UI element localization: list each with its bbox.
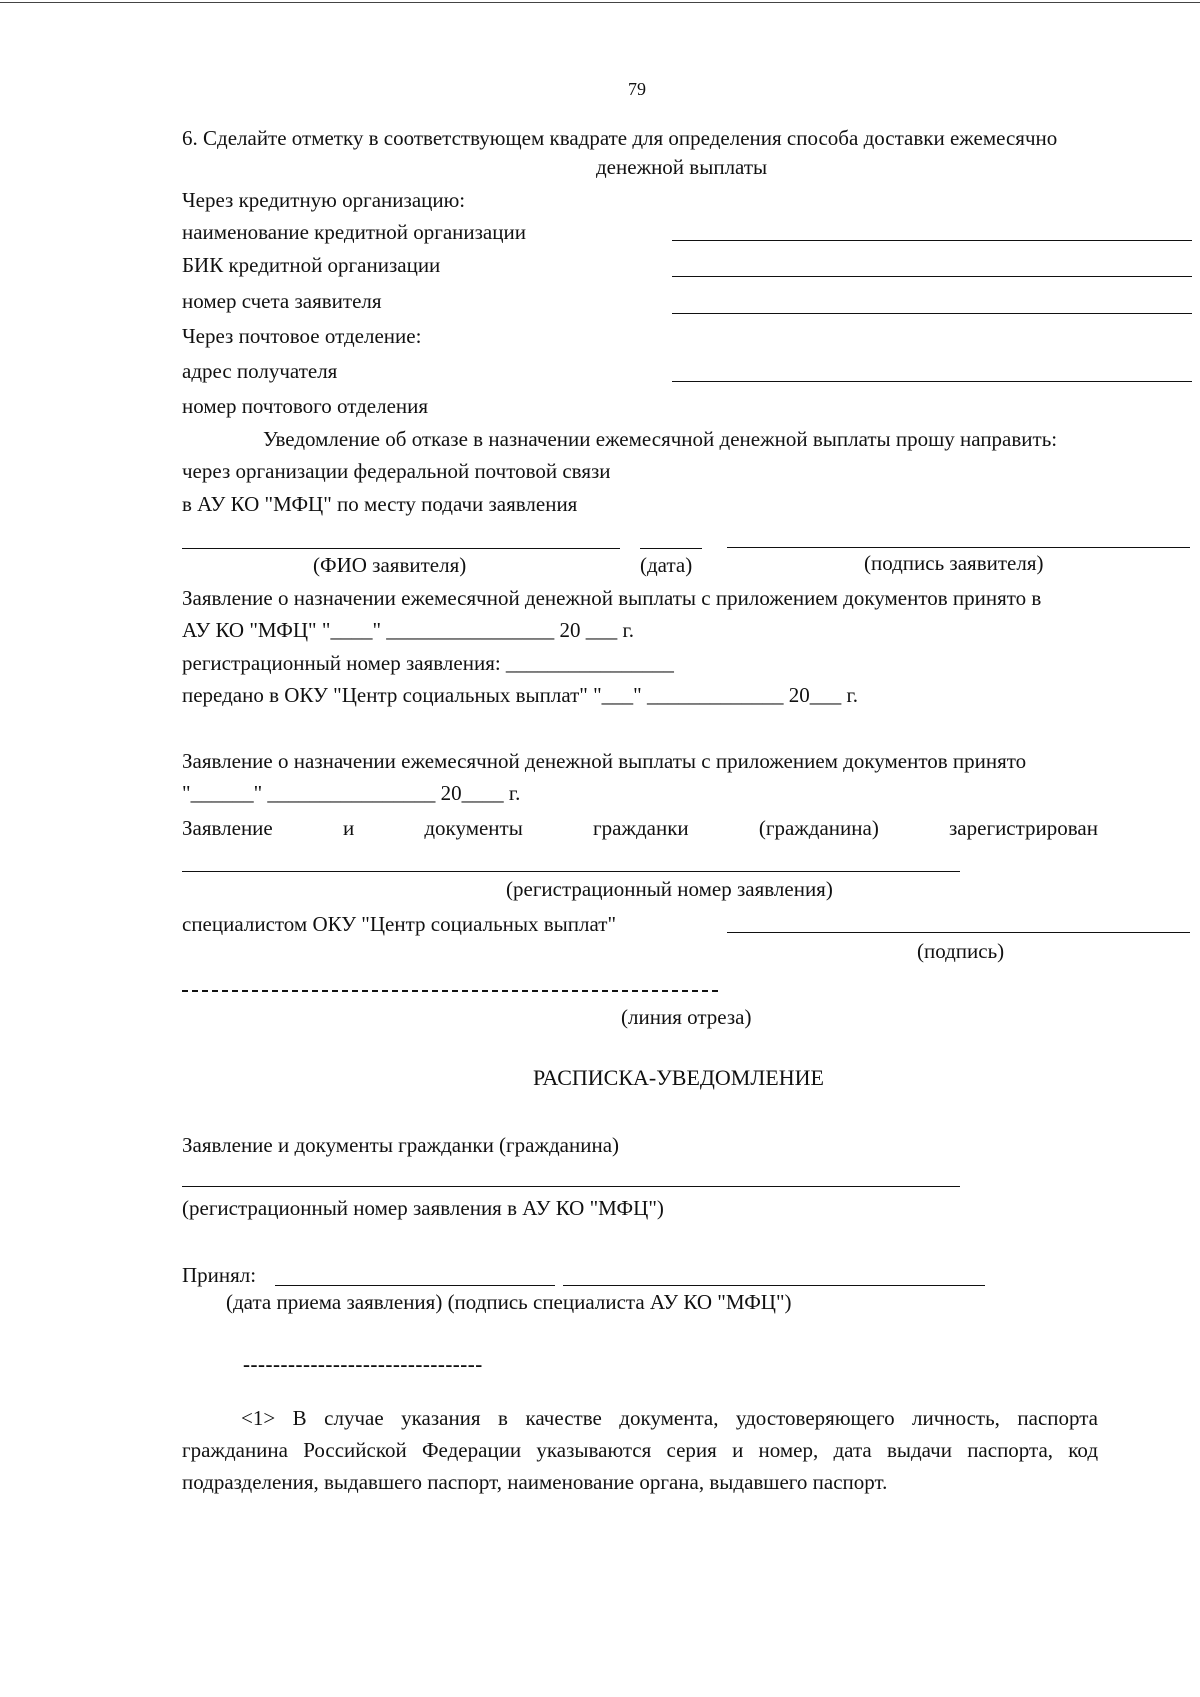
refusal-option-post: через организации федеральной почтовой связи [182,459,611,483]
section6-title-line2: денежной выплаты [596,155,768,179]
credit-org-name-label: наименование кредитной организации [182,220,526,244]
date-field[interactable] [640,548,702,549]
signature-label: (подпись заявителя) [864,551,1044,575]
footnote-text: <1> В случае указания в качестве документа, удостоверяющего личность, паспорта гражданина Российской Федерации указываются серия и номер, дата выдачи паспорта, код подразделения, выдавшего паспорт, наименование органа, выдавшего паспорт. [182,1406,1098,1494]
oku-reg-number-label: (регистрационный номер заявления) [506,877,833,901]
page-number: 79 [628,79,646,99]
receipt-date-field[interactable] [275,1285,555,1286]
top-border-line [0,2,1200,3]
cut-line [182,990,718,992]
oku-specialist-label: специалистом ОКУ "Центр социальных выплат" [182,912,617,936]
mfc-acceptance-line1: Заявление о назначении ежемесячной денежной выплаты с приложением документов принято в [182,586,1042,610]
refusal-option-mfc: в АУ КО "МФЦ" по месту подачи заявления [182,492,578,516]
receipt-title: РАСПИСКА-УВЕДОМЛЕНИЕ [533,1065,824,1090]
post-heading: Через почтовое отделение: [182,324,422,348]
account-number-field[interactable] [672,313,1192,314]
fio-field[interactable] [182,548,620,549]
oku-acceptance-line2: "______" ________________ 20____ г. [182,781,521,805]
mfc-reg-number: регистрационный номер заявления: ________________ [182,651,674,675]
fio-label: (ФИО заявителя) [313,553,467,577]
credit-org-heading: Через кредитную организацию: [182,188,466,212]
receipt-reg-number-label: (регистрационный номер заявления в АУ КО "МФЦ") [182,1196,664,1220]
oku-acceptance-line1: Заявление о назначении ежемесячной денежной выплаты с приложением документов принято [182,749,1027,773]
receipt-signature-field[interactable] [563,1285,985,1286]
footnote-separator: -------------------------------- [243,1352,483,1376]
registered-word: гражданки [593,816,689,840]
oku-specialist-signature-field[interactable] [727,932,1190,933]
credit-org-bik-field[interactable] [672,276,1192,277]
receipt-docs-text: Заявление и документы гражданки (гражданина) [182,1133,620,1157]
account-number-label: номер счета заявителя [182,289,382,313]
recipient-address-label: адрес получателя [182,359,338,383]
post-office-number-label: номер почтового отделения [182,394,429,418]
registered-word: документы [424,816,523,840]
mfc-transferred: передано в ОКУ "Центр социальных выплат" "___" _____________ 20___ г. [182,683,858,707]
signature-field[interactable] [727,547,1190,548]
receipt-reg-number-field[interactable] [182,1186,960,1187]
credit-org-name-field[interactable] [672,240,1192,241]
oku-signature-label: (подпись) [917,939,1005,963]
registered-word: (гражданина) [758,816,879,840]
section6-title-line1: 6. Сделайте отметку в соответствующем квадрате для определения способа доставки ежемесячно [182,126,1058,150]
oku-registered-line [182,818,1098,839]
recipient-address-field[interactable] [672,381,1192,382]
receipt-accepted-sublabels: (дата приема заявления) (подпись специалиста АУ КО "МФЦ") [226,1290,792,1314]
receipt-accepted-label: Принял: [182,1263,257,1287]
registered-word: Заявление [182,816,273,840]
mfc-acceptance-line2: АУ КО "МФЦ" "____" ________________ 20 ___ г. [182,618,635,642]
date-label: (дата) [640,553,693,577]
refusal-text: Уведомление об отказе в назначении ежемесячной денежной выплаты прошу направить: [263,427,1058,451]
credit-org-bik-label: БИК кредитной организации [182,253,441,277]
cut-line-label: (линия отреза) [621,1005,752,1029]
registered-word: и [342,816,355,840]
oku-reg-number-field[interactable] [182,871,960,872]
registered-word: зарегистрирован [949,816,1098,840]
